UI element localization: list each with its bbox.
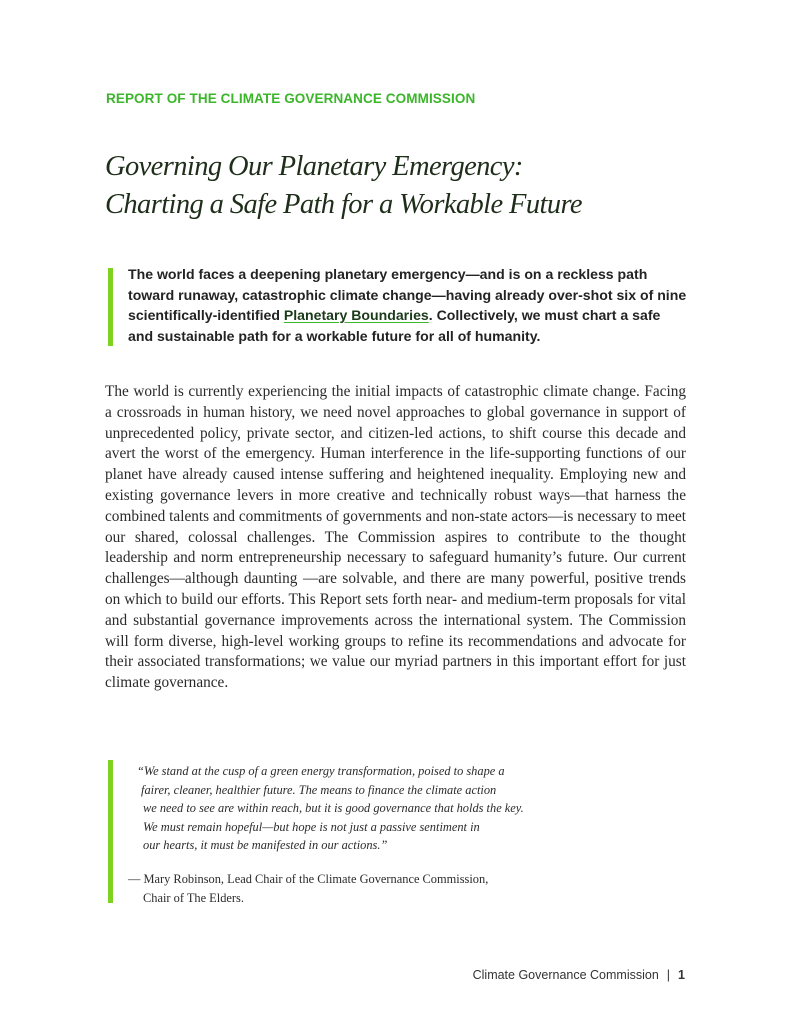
lead-accent-bar [108, 268, 113, 346]
quote-line-3: we need to see are within reach, but it is good governance that holds the key. [143, 801, 524, 816]
report-kicker: REPORT OF THE CLIMATE GOVERNANCE COMMISSION [106, 91, 476, 106]
quote-attribution [128, 870, 628, 907]
planetary-boundaries-link[interactable]: Planetary Boundaries [283, 307, 429, 323]
lead-paragraph [128, 264, 688, 346]
title-line-2: Charting a Safe Path for a Workable Future [105, 189, 582, 220]
page-title [105, 148, 745, 224]
title-line-1: Governing Our Planetary Emergency: [105, 151, 523, 182]
attribution-line-2: Chair of The Elders. [143, 890, 244, 905]
quote-line-5: our hearts, it must be manifested in our actions.” [143, 838, 388, 853]
quote-line-4: We must remain hopeful—but hope is not just a passive sentiment in [143, 819, 480, 834]
page-number: 1 [678, 968, 685, 982]
quote-line-2: fairer, cleaner, healthier future. The means to finance the climate action [141, 782, 497, 797]
attribution-line-1: — Mary Robinson, Lead Chair of the Climate Governance Commission, [128, 872, 489, 886]
footer-organization: Climate Governance Commission [472, 968, 659, 982]
quote-accent-bar [108, 760, 113, 903]
footer-separator: | [666, 968, 671, 982]
lead-text-start: The world faces a deepening planetary emergency—and is on a reckless path toward runaway, catastrophic climate change—having already over-shot six of nine scientifically-identified [128, 266, 687, 323]
page-footer [473, 968, 685, 982]
lead-text-end: . Collectively, we must chart a safe and sustainable path for a workable future for all of humanity. [128, 307, 661, 344]
quote-line-1: “We stand at the cusp of a green energy transformation, poised to shape a [137, 764, 505, 778]
pull-quote [137, 762, 577, 855]
body-paragraph: The world is currently experiencing the initial impacts of catastrophic climate change. Facing a crossroads in human history, we need novel approaches to global governance in support of unprecedented policy, private sector, and citizen-led actions, to shift course this decade and avert the worst of the emergency. Human interference in the life-supporting functions of our planet have already caused intense suffering and heightened inequality. Employing new and existing governance levers in more creative and technically robust ways—that harness the combined talents and commitments of governments and non-state actors—is necessary to meet our shared, colossal challenges. The Commission aspires to contribute to the thought leadership and norm entrepreneurship necessary to safeguard humanity’s future. Our current challenges—although daunting —are solvable, and there are many powerful, positive trends on which to build our efforts. This Report sets forth near- and medium-term proposals for vital and substantial governance improvements across the international system. The Commission will form diverse, high-level working groups to refine its recommendations and advocate for their associated transformations; we value our myriad partners in this important effort for just climate governance. [105, 383, 686, 692]
